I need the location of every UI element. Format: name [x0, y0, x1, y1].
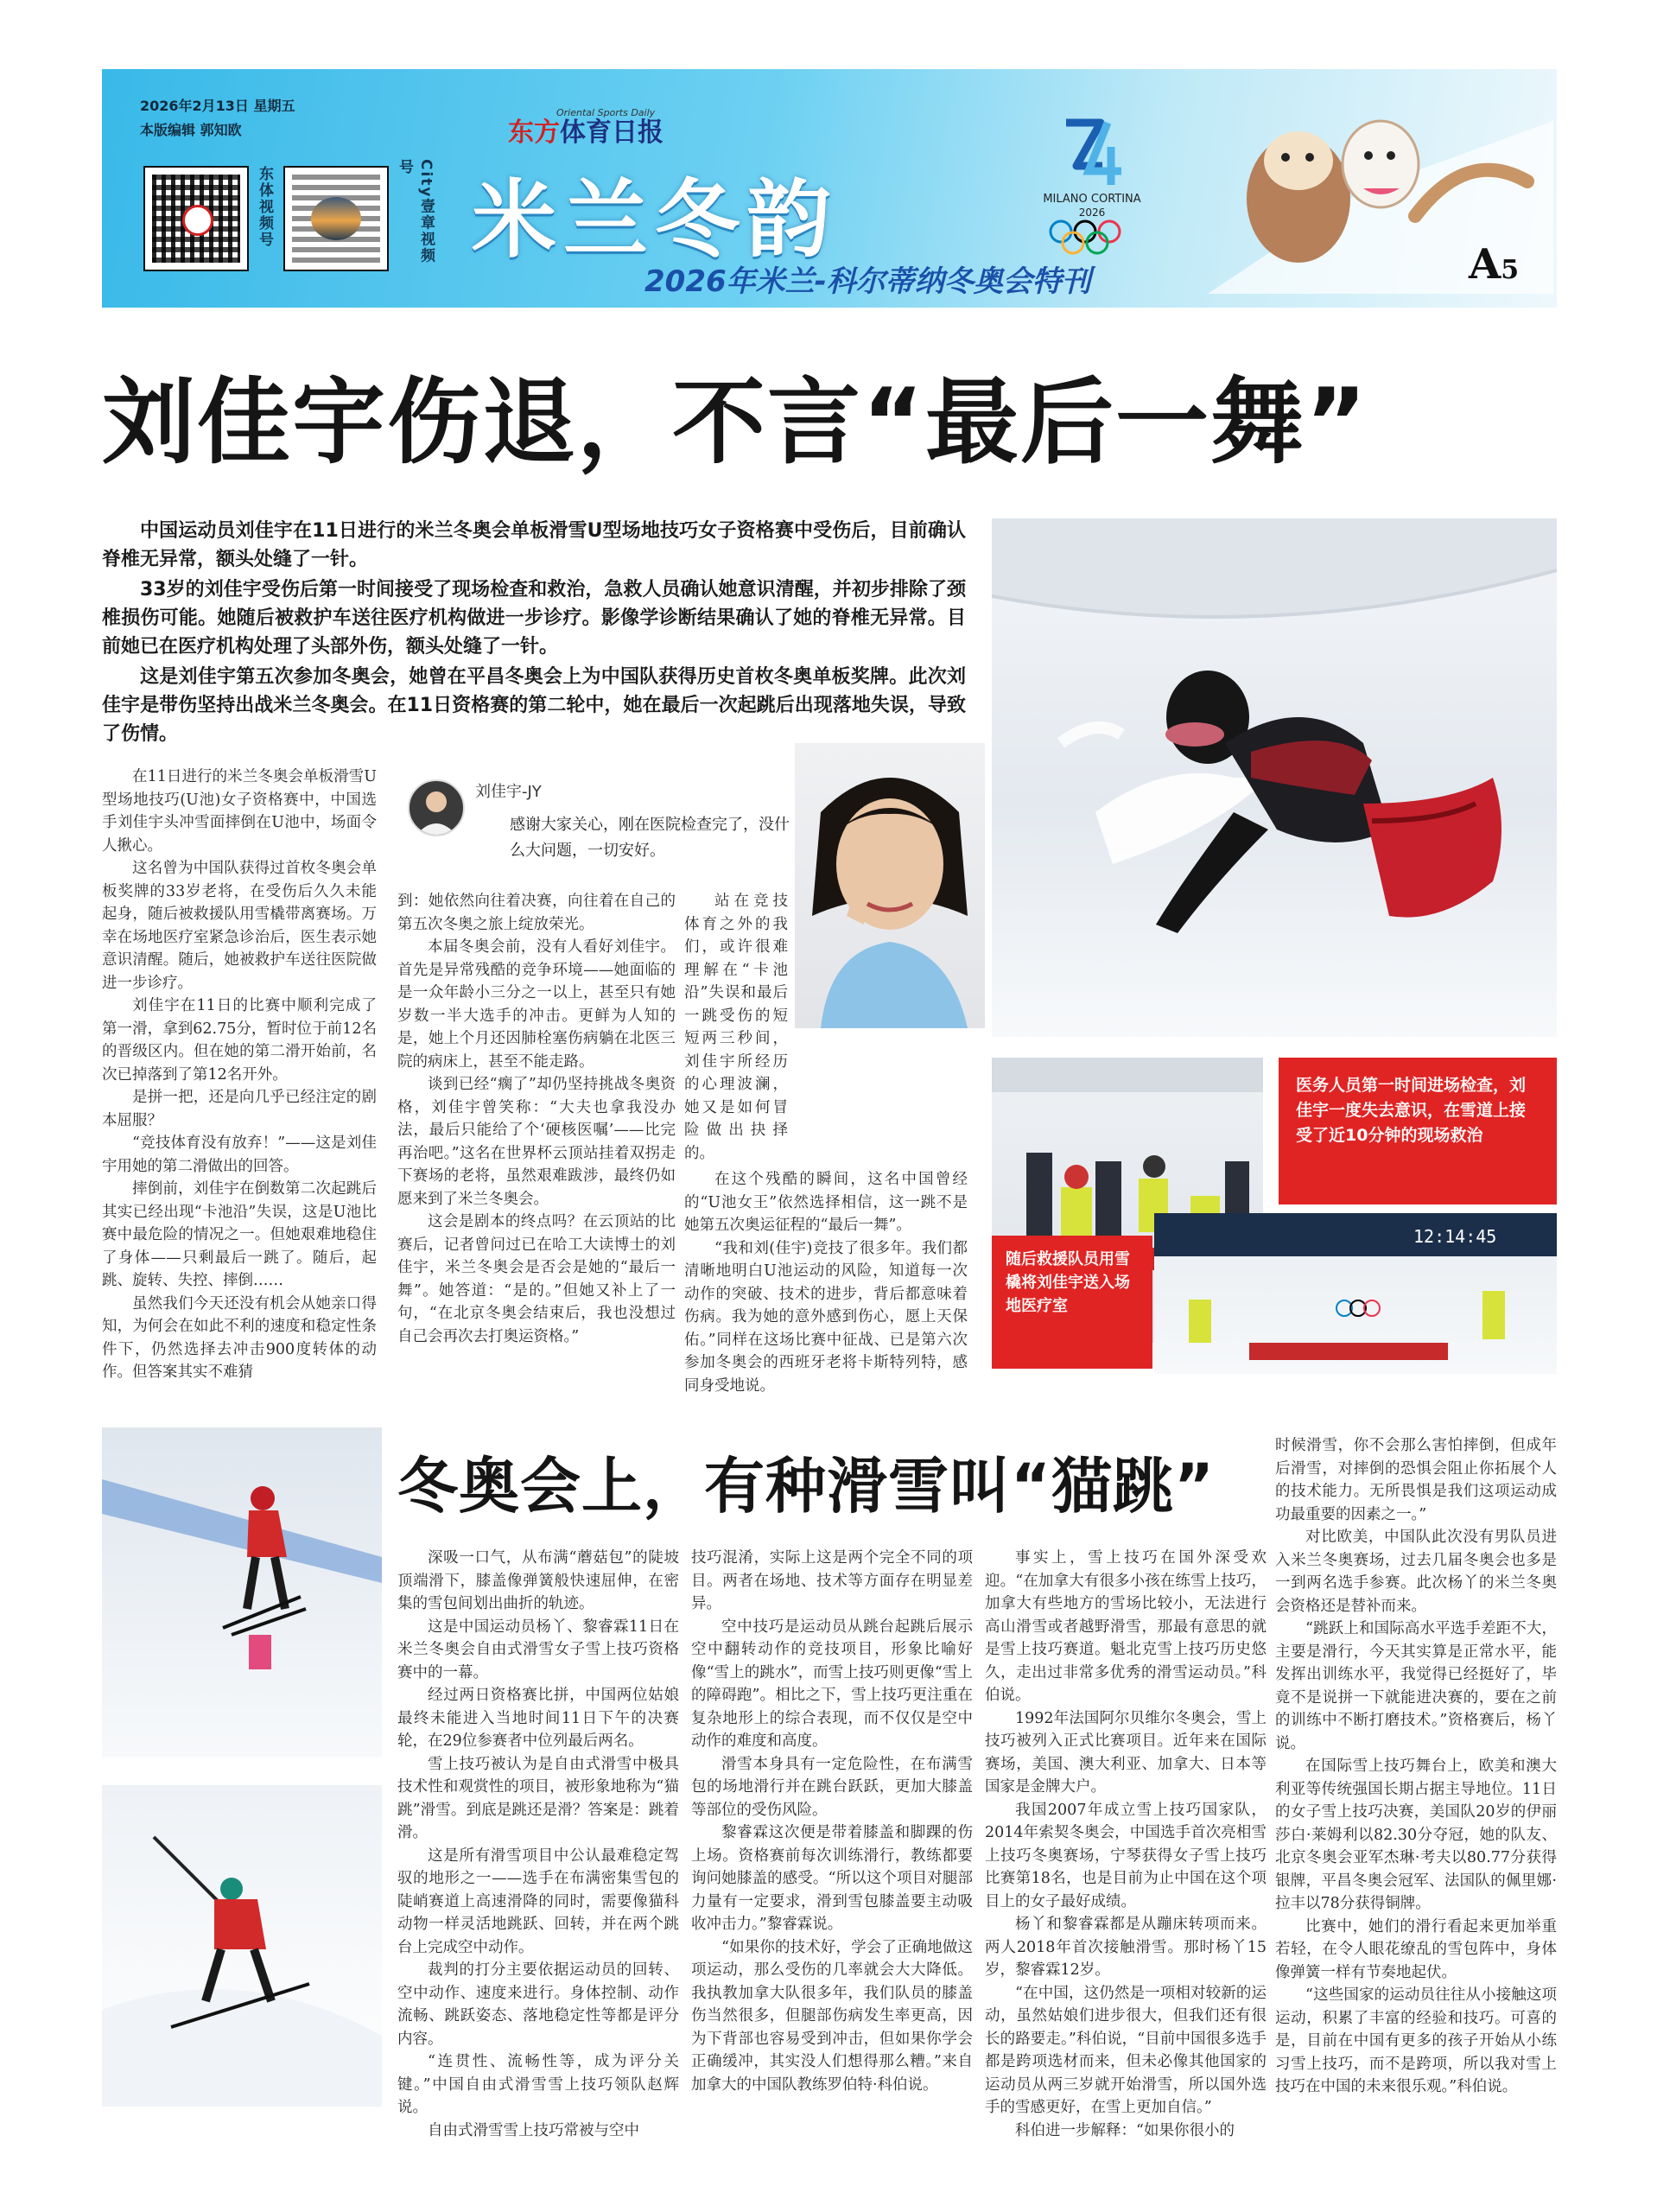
article2-column-2 [691, 1547, 973, 2096]
paragraph: 比赛中，她们的滑行看起来更加举重若轻，在令人眼花缭乱的雪包阵中，身体像弹簧一样有节奏地起伏。 [1275, 1917, 1557, 1981]
lead-paragraph: 中国运动员刘佳宇在11日进行的米兰冬奥会单板滑雪U型场地技巧女子资格赛中受伤后，目前确认脊椎无异常，额头处缝了一针。 [102, 520, 966, 570]
olympic-emblem-year: 2026 [1078, 207, 1106, 219]
paragraph: “连贯性、流畅性等，成为评分关键。”中国自由式滑雪雪上技巧领队赵辉说。 [397, 2053, 679, 2116]
qr-code-city[interactable] [283, 166, 389, 271]
lead-paragraph: 33岁的刘佳宇受伤后第一时间接受了现场检查和救治，急救人员确认她意识清醒，并初步排除了颈椎损伤可能。她随后被救护车送往医疗机构做进一步诊疗。影像学诊断结果确认了她的脊椎无异常。目前她已在医疗机构处理了头部外伤，额头处缝了一针。 [102, 579, 966, 658]
paragraph: 这会是剧本的终点吗？在云顶站的比赛后，记者曾问过已在哈工大读博士的刘佳宇，米兰冬奥会是否会是她的“最后一舞”。她答道：“是的。”但她又补上了一句，“在北京冬奥会结束后，我也没想过自己会再次去打奥运资格。” [397, 1213, 676, 1345]
sunset-icon [311, 197, 361, 240]
paragraph: 本届冬奥会前，没有人看好刘佳宇。首先是异常残酷的竞争环境——她面临的是一众年龄小三分之一以上，甚至只有她岁数一半大选手的冲击。更鲜为人知的是，她上个月还因肺栓塞伤病躺在北医三院的病床上，甚至不能走路。 [397, 938, 676, 1071]
olympic-emblem-icon [1006, 112, 1178, 259]
secondary-headline: 冬奥会上，有种滑雪叫“猫跳” [397, 1451, 1216, 1522]
paragraph: 在这个残酷的瞬间，这名中国曾经的“U池女王”依然选择相信，这一跳不是她第五次奥运征程的“最后一舞”。 [684, 1171, 968, 1234]
paragraph: 技巧混淆，实际上这是两个完全不同的项目。两者在场地、技术等方面存在明显差异。 [691, 1549, 973, 1612]
paragraph: 这是中国运动员杨丫、黎睿霖11日在米兰冬奥会自由式滑雪女子雪上技巧资格赛中的一幕。 [397, 1618, 679, 1681]
paragraph: 1992年法国阿尔贝维尔冬奥会，雪上技巧被列入正式比赛项目。近年来在国际赛场，美国、澳大利亚、加拿大、日本等国家是金牌大户。 [985, 1709, 1267, 1796]
sled-transport-photo [1154, 1213, 1557, 1374]
avatar [408, 779, 465, 836]
lead-paragraph: 这是刘佳宇第五次参加冬奥会，她曾在平昌冬奥会上为中国队获得历史首枚冬奥单板奖牌。此次刘佳宇是带伤坚持出战米兰冬奥会。在11日资格赛的第二轮中，她在最后一次起跳后出现落地失误，导致了伤情。 [102, 666, 966, 745]
issue-date: 2026年2月13日 星期五 [140, 98, 295, 114]
paragraph: 自由式滑雪雪上技巧常被与空中 [428, 2121, 639, 2139]
portrait-photo [795, 743, 985, 1028]
special-issue-title: 米兰冬韵 [472, 171, 839, 270]
lead-summary [102, 517, 966, 780]
article1-column-3a [684, 890, 788, 1165]
newspaper-brand-en: Oriental Sports Daily [556, 107, 656, 118]
article1-column-2 [397, 890, 676, 1348]
page-editor: 本版编辑 郭知欧 [140, 122, 242, 138]
special-issue-subtitle: 2026年米兰-科尔蒂纳冬奥会特刊 [644, 264, 1091, 299]
snowboard-fall-photo [992, 518, 1557, 1037]
paragraph: 我国2007年成立雪上技巧国家队，2014年索契冬奥会，中国选手首次亮相雪上技巧冬奥赛场，宁琴获得女子雪上技巧比赛第18名，也是目前为止中国在这个项目上的女子最好成绩。 [985, 1801, 1267, 1910]
paragraph: 雪上技巧被认为是自由式滑雪中极具技术性和观赏性的项目，被形象地称为“猫跳”滑雪。到底是跳还是滑？答案是：跳着滑。 [397, 1755, 679, 1841]
paragraph: 在国际雪上技巧舞台上，欧美和澳大利亚等传统强国长期占据主导地位。11日的女子雪上技巧决赛，美国队20岁的伊丽莎白·莱姆利以82.30分夺冠，她的队友、北京冬奥会亚军杰琳·考夫以80.77分获得银牌，平昌冬奥会冠军、法国队的佩里娜·拉丰以78分获得铜牌。 [1275, 1758, 1557, 1912]
paragraph: 对比欧美，中国队此次没有男队员进入米兰冬奥赛场，过去几届冬奥会也多是一到两名选手参赛。此次杨丫的米兰冬奥会资格还是替补而来。 [1275, 1529, 1557, 1615]
post-text: 感谢大家关心，刚在医院检查完了，没什么大问题，一切安好。 [510, 816, 790, 860]
paragraph: “如果你的技术好，学会了正确地做这项运动，那么受伤的几率就会大大降低。我执教加拿大队很多年，我们队员的膝盖伤当然很多，但腿部伤病发生率更高，因为下背部也容易受到冲击，但如果你学会正确缓冲，其实没人们想得那么糟。”来自加拿大的中国队教练罗伯特·科伯说。 [691, 1938, 973, 2094]
paragraph: 摔倒前，刘佳宇在倒数第二次起跳后其实已经出现“卡池沿”失误，这是U池比赛中最危险的情况之一。但她艰难地稳住了身体——只剩最后一跳了。随后，起跳、旋转、失控、摔倒…… [102, 1180, 377, 1289]
paragraph: 裁判的打分主要依据运动员的回转、空中动作、速度来进行。身体控制、动作流畅、跳跃姿态、落地稳定性等都是评分内容。 [397, 1961, 679, 2048]
paragraph: 谈到已经“瘸了”却仍坚持挑战冬奥资格，刘佳宇曾笑称：“大夫也拿我没办法，最后只能给了个‘硬核医嘱’——比完再治吧。”这名在世界杯云顶站挂着双拐走下赛场的老将，虽然艰难跋涉，最终仍如愿来到了米兰冬奥会。 [397, 1076, 676, 1208]
paragraph: “在中国，这仍然是一项相对较新的运动，虽然姑娘们进步很大，但我们还有很长的路要走。”科伯说，“目前中国很多选手都是跨项选材而来，但未必像其他国家的运动员从两三岁就开始滑雪，所以国外选手的雪感更好，在雪上更加自信。” [985, 1984, 1267, 2116]
article1-column-3b [684, 1168, 968, 1397]
paragraph: “跳跃上和国际高水平选手差距不大，主要是滑行，今天其实算是正常水平，能发挥出训练水平，我觉得已经挺好了，毕竟不是说拼一下就能进决赛的，要在之前的训练中不断打磨技术。”资格赛后，杨丫说。 [1275, 1620, 1557, 1752]
newspaper-brand: 东方体育日报 [508, 118, 663, 148]
paragraph: 滑雪本身具有一定危险性，在布满雪包的场地滑行并在跳台跃跃，更加大膝盖等部位的受伤风险。 [691, 1755, 973, 1819]
paragraph: 事实上，雪上技巧在国外深受欢迎。“在加拿大有很多小孩在练雪上技巧，加拿大有些地方的雪场比较小，无法进行高山滑雪或者越野滑雪，那最有意思的就是雪上技巧赛道。魁北克雪上技巧历史悠久，走出过非常多优秀的滑雪运动员。”科伯说。 [985, 1549, 1267, 1704]
paragraph: “竞技体育没有放弃！”——这是刘佳宇用她的第二滑做出的回答。 [102, 1135, 377, 1175]
photo-caption-1: 医务人员第一时间进场检查，刘佳宇一度失去意识，在雪道上接受了近10分钟的现场救治 [1279, 1058, 1557, 1205]
paragraph: 时候滑雪，你不会那么害怕摔倒，但成年后滑雪，对摔倒的恐惧会阻止你拓展个人的技术能力。无所畏惧是我们这项运动成功最重要的因素之一。” [1275, 1437, 1557, 1523]
main-headline: 刘佳宇伤退，不言“最后一舞” [102, 369, 1368, 477]
article1-column-1 [102, 766, 377, 1384]
paragraph: 这名曾为中国队获得过首枚冬奥会单板奖牌的33岁老将，在受伤后久久未能起身，随后被救援队用雪橇带离赛场。万幸在场地医疗室紧急诊治后，医生表示她意识清醒。随后，她被救护车送往医院做进一步诊疗。 [102, 860, 377, 992]
logo-icon [182, 205, 213, 236]
paragraph: 站在竞技体育之外的我们，或许很难理解在“卡池沿”失误和最后一跳受伤的短短两三秒间，刘佳宇所经历的心理波澜，她又是如何冒险做出抉择的。 [684, 893, 788, 1162]
qr-label-video: 东体视频号 [256, 166, 273, 248]
paragraph: 黎睿霖这次便是带着膝盖和脚踝的伤上场。资格赛前每次训练滑行，教练都要询问她膝盖的感受。“所以这个项目对腿部力量有一定要求，滑到雪包膝盖要主动吸收冲击力。”黎睿霖说。 [691, 1824, 973, 1933]
timer-display: 12:14:45 [1413, 1226, 1497, 1247]
post-author: 刘佳宇-JY [475, 783, 542, 801]
photo-caption-2: 随后救援队员用雪橇将刘佳宇送入场地医疗室 [992, 1236, 1152, 1369]
qr-label-city: City壹章视频号 [396, 159, 435, 264]
masthead-banner [102, 69, 1557, 308]
paragraph: “我和刘(佳宇)竞技了很多年。我们都清晰地明白U池运动的风险，知道每一次动作的突破、技术的进步，背后都意味着伤病。我为她的意外感到伤心，愿上天保佑。”同样在这场比赛中征战、已是第六次参加冬奥会的西班牙老将卡斯特列特，感同身受地说。 [684, 1239, 968, 1395]
paragraph: 深吸一口气，从布满“蘑菇包”的陡坡顶端滑下，膝盖像弹簧般快速屈伸，在密集的雪包间划出曲折的轨迹。 [397, 1549, 679, 1612]
page-number: A5 [1469, 240, 1520, 289]
paragraph: 到：她依然向往着决赛，向往着在自己的第五次冬奥之旅上绽放荣光。 [397, 893, 676, 933]
paragraph: 经过两日资格赛比拼，中国两位姑娘最终未能进入当地时间11日下午的决赛轮，在29位参赛者中位列最后两名。 [397, 1687, 679, 1750]
moguls-jump-photo-2 [102, 1785, 382, 2107]
paragraph: 科伯进一步解释：“如果你很小的 [1015, 2121, 1235, 2139]
article2-column-3 [985, 1547, 1267, 2142]
article2-column-1 [397, 1547, 679, 2142]
paragraph: 空中技巧是运动员从跳台起跳后展示空中翻转动作的竞技项目，形象比喻好像“雪上的跳水”，而雪上技巧则更像“雪上的障碍跑”。相比之下，雪上技巧更注重在复杂地形上的综合表现，而不仅仅是空中动作的难度和高度。 [691, 1618, 973, 1750]
paragraph: 是拼一把，还是向几乎已经注定的剧本屈服？ [102, 1089, 377, 1129]
paragraph: “这些国家的运动员往往从小接触这项运动，积累了丰富的经验和技巧。可喜的是，目前在中国有更多的孩子开始从小练习雪上技巧，而不是跨项，所以我对雪上技巧在中国的未来很乐观。”科伯说。 [1275, 1986, 1557, 2095]
paragraph: 这是所有滑雪项目中公认最难稳定驾驭的地形之一——选手在布满密集雪包的陡峭赛道上高速滑降的同时，需要像猫科动物一样灵活地跳跃、回转，并在两个跳台上完成空中动作。 [397, 1847, 679, 1956]
moguls-jump-photo-1 [102, 1427, 382, 1758]
paragraph: 虽然我们今天还没有机会从她亲口得知，为何会在如此不利的速度和稳定性条件下，仍然选择去冲击900度转体的动作。但答案其实不难猜 [102, 1294, 377, 1381]
paragraph: 刘佳宇在11日的比赛中顺利完成了第一滑，拿到62.75分，暂时位于前12名的晋级区内。但在她的第二滑开始前，名次已掉落到了第12名开外。 [102, 997, 377, 1084]
olympic-emblem-text: MILANO CORTINA [1043, 193, 1141, 206]
qr-code-video[interactable] [143, 166, 249, 271]
paragraph: 在11日进行的米兰冬奥会单板滑雪U型场地技巧(U池)女子资格赛中，中国选手刘佳宇头冲雪面摔倒在U池中，场面令人揪心。 [102, 768, 377, 855]
paragraph: 杨丫和黎睿霖都是从蹦床转项而来。两人2018年首次接触滑雪。那时杨丫15岁，黎睿霖12岁。 [985, 1916, 1267, 1979]
article2-column-4 [1275, 1434, 1557, 2099]
